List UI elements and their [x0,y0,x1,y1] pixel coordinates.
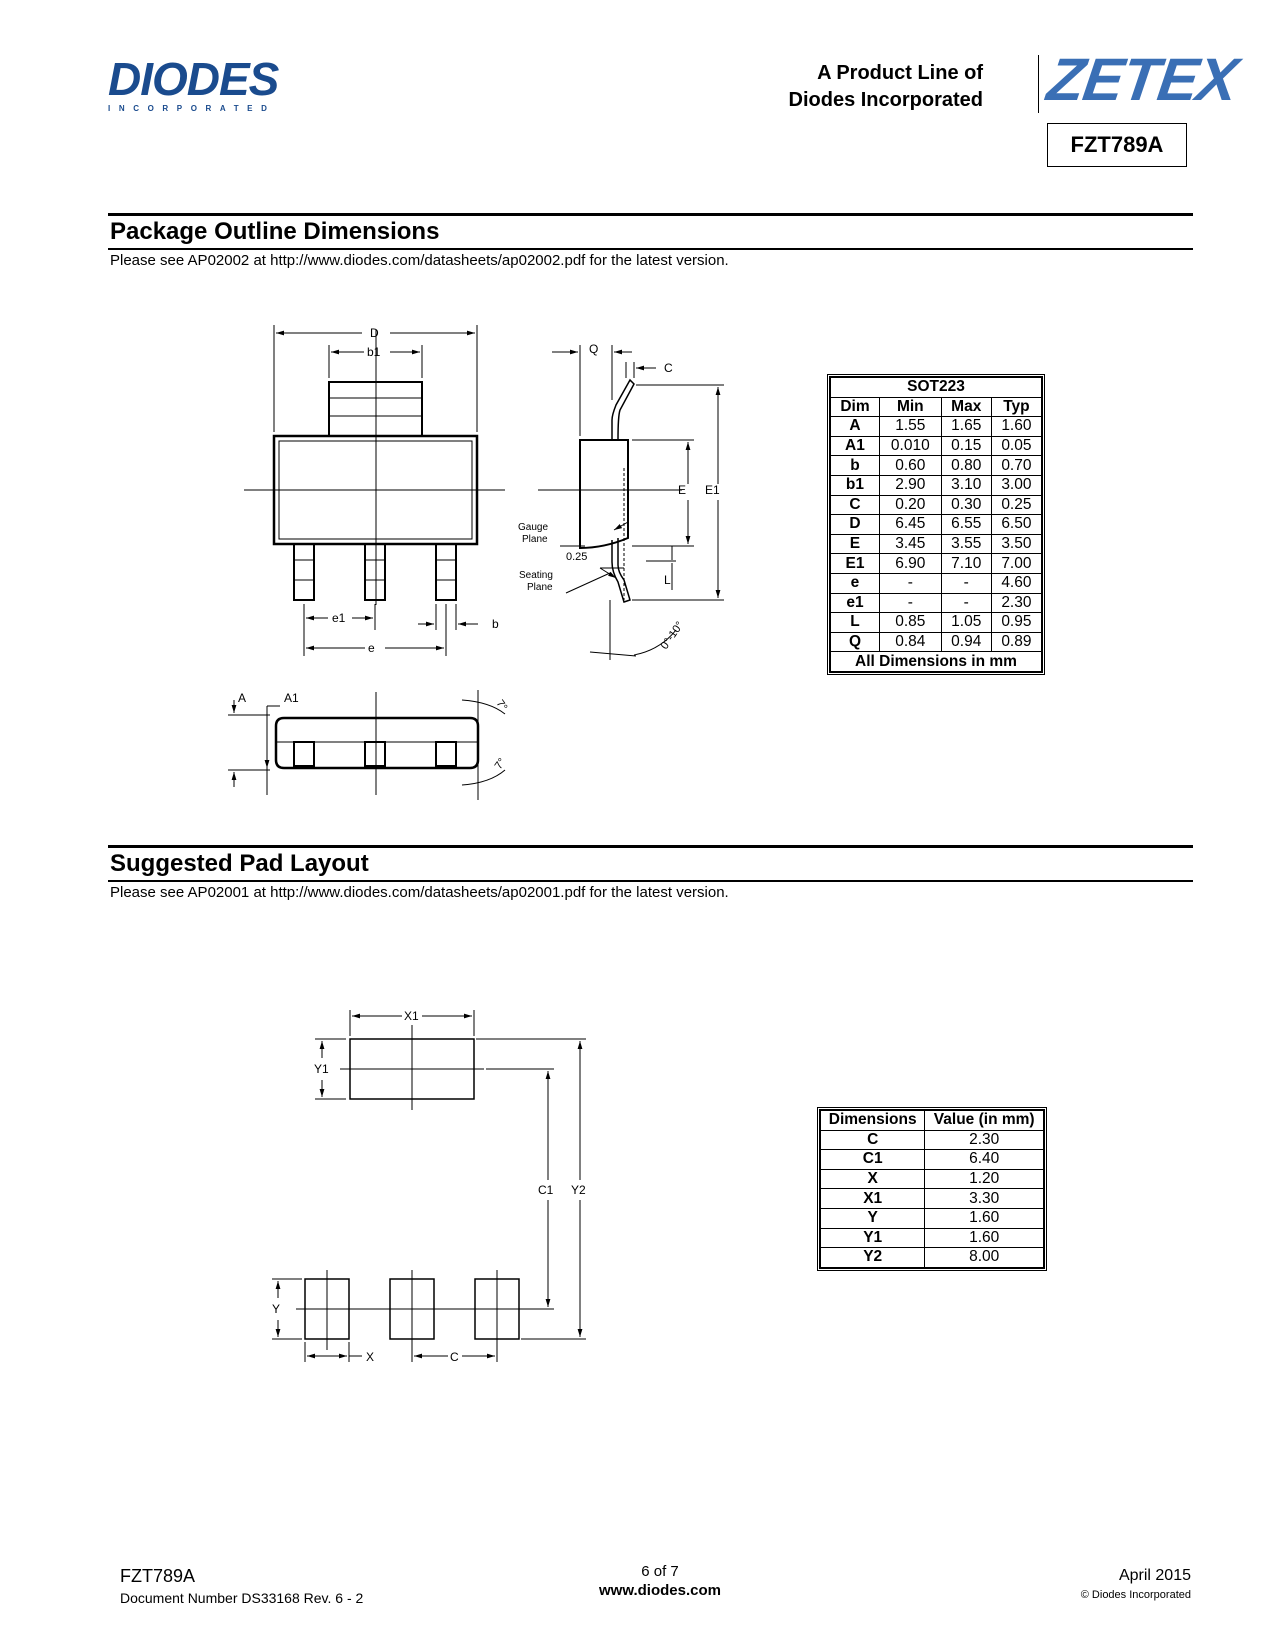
table-cell: e [831,573,880,593]
table-cell: 0.85 [879,613,941,633]
table-cell: A1 [831,436,880,456]
table-cell: 6.90 [879,554,941,574]
table-cell: 1.60 [925,1228,1044,1248]
label-seating-1: Seating [519,570,553,581]
table-cell: 7.10 [941,554,991,574]
pad-dimension-table [817,1107,1047,1271]
table-cell: 1.60 [925,1208,1044,1228]
label-C: C [450,1350,459,1364]
table-row [821,1130,1044,1150]
table-cell: X [821,1169,925,1189]
table-cell: 0.20 [879,495,941,515]
pad-header-dimensions: Dimensions [821,1111,925,1131]
label-e1: e1 [332,611,346,625]
footer-document-number: Document Number DS33168 Rev. 6 - 2 [120,1590,364,1606]
table-cell: D [831,515,880,535]
table-cell: 0.80 [941,456,991,476]
table-cell: Q [831,632,880,652]
table-cell: E1 [831,554,880,574]
table-cell: C [831,495,880,515]
table-cell: 1.55 [879,417,941,437]
label-gauge-2: Plane [522,534,548,545]
table-cell: C [821,1130,925,1150]
table-cell: 4.60 [991,573,1041,593]
table-cell: 2.30 [991,593,1041,613]
table-row [821,1189,1044,1209]
label-angle-7-bottom: 7° [492,756,509,772]
table-row [821,1169,1044,1189]
table-cell: e1 [831,593,880,613]
pad-header-value: Value (in mm) [925,1111,1044,1131]
table-cell: - [941,573,991,593]
table-cell: 6.40 [925,1150,1044,1170]
label-Y2: Y2 [571,1183,586,1197]
sot223-header-min: Min [879,397,941,417]
table-cell: 6.50 [991,515,1041,535]
table-row [821,1248,1044,1268]
diodes-logo-text: DIODES [108,53,279,105]
label-E: E [678,483,687,497]
footer-part-number: FZT789A [120,1566,196,1586]
zetex-logo: ZETEX [1043,46,1242,113]
footer-page-number: 6 of 7 [641,1563,679,1580]
label-b: b [492,617,499,631]
table-cell: 3.00 [991,475,1041,495]
table-cell: - [879,573,941,593]
table-cell: L [831,613,880,633]
footer-date: April 2015 [1118,1567,1191,1584]
label-Y: Y [272,1302,281,1316]
table-cell: 0.05 [991,436,1041,456]
label-angle-7-top: 7° [493,697,510,714]
table-cell: 1.05 [941,613,991,633]
table-row [821,1150,1044,1170]
table-cell: 1.60 [991,417,1041,437]
table-cell: 3.30 [925,1189,1044,1209]
label-X: X [366,1350,375,1364]
table-cell: 0.70 [991,456,1041,476]
sot223-header-max: Max [941,397,991,417]
table-cell: 0.010 [879,436,941,456]
sot223-header-dim: Dim [831,397,880,417]
table-cell: 0.25 [991,495,1041,515]
table-cell: 3.45 [879,534,941,554]
table-cell: 6.55 [941,515,991,535]
table-cell: 0.94 [941,632,991,652]
product-line-1: A Product Line of [817,62,983,84]
label-C: C [664,361,673,375]
footer-website: www.diodes.com [599,1582,721,1599]
footer-copyright: © Diodes Incorporated [1080,1589,1191,1601]
section1-note: Please see AP02002 at http://www.diodes.com/datasheets/ap02002.pdf for the latest version. [110,252,729,269]
table-cell: C1 [821,1150,925,1170]
table-cell: b [831,456,880,476]
section2-note: Please see AP02001 at http://www.diodes.com/datasheets/ap02001.pdf for the latest version. [110,884,729,901]
table-cell: 2.90 [879,475,941,495]
table-cell: 8.00 [925,1248,1044,1268]
table-cell: X1 [821,1189,925,1209]
table-cell: 0.60 [879,456,941,476]
label-X1: X1 [404,1009,419,1023]
table-cell: 3.50 [991,534,1041,554]
table-cell: 0.89 [991,632,1041,652]
table-cell: 2.30 [925,1130,1044,1150]
label-D: D [370,326,379,340]
table-cell: 0.30 [941,495,991,515]
section1-title: Package Outline Dimensions [110,218,440,245]
label-seating-2: Plane [527,582,553,593]
sot223-header-typ: Typ [991,397,1041,417]
part-number-box: FZT789A [1047,123,1187,167]
label-Q: Q [589,342,599,356]
table-cell: 3.55 [941,534,991,554]
label-gauge-value: 0.25 [566,551,588,563]
sot223-title: SOT223 [831,378,1042,398]
label-C1: C1 [538,1183,554,1197]
table-cell: 3.10 [941,475,991,495]
sot223-footer: All Dimensions in mm [831,652,1042,672]
label-Y1: Y1 [314,1062,329,1076]
table-cell: - [879,593,941,613]
table-cell: 0.95 [991,613,1041,633]
table-cell: 7.00 [991,554,1041,574]
table-cell: 1.20 [925,1169,1044,1189]
table-cell: 6.45 [879,515,941,535]
label-A1: A1 [284,691,299,705]
label-L: L [664,573,671,587]
label-angle: 0°-10° [658,619,687,652]
table-row [821,1208,1044,1228]
label-gauge-1: Gauge [518,522,549,533]
section2-title: Suggested Pad Layout [110,850,369,877]
table-cell: 0.84 [879,632,941,652]
product-line-2: Diodes Incorporated [788,89,983,111]
label-e: e [368,641,375,655]
table-cell: A [831,417,880,437]
table-cell: b1 [831,475,880,495]
label-A: A [238,691,247,705]
table-cell: - [941,593,991,613]
label-E1: E1 [705,483,720,497]
table-cell: 0.15 [941,436,991,456]
table-cell: Y1 [821,1228,925,1248]
diodes-logo-subtext: INCORPORATED [108,104,276,113]
label-b1: b1 [367,345,381,359]
table-cell: Y2 [821,1248,925,1268]
table-cell: 1.65 [941,417,991,437]
table-cell: Y [821,1208,925,1228]
table-row [821,1228,1044,1248]
table-cell: E [831,534,880,554]
